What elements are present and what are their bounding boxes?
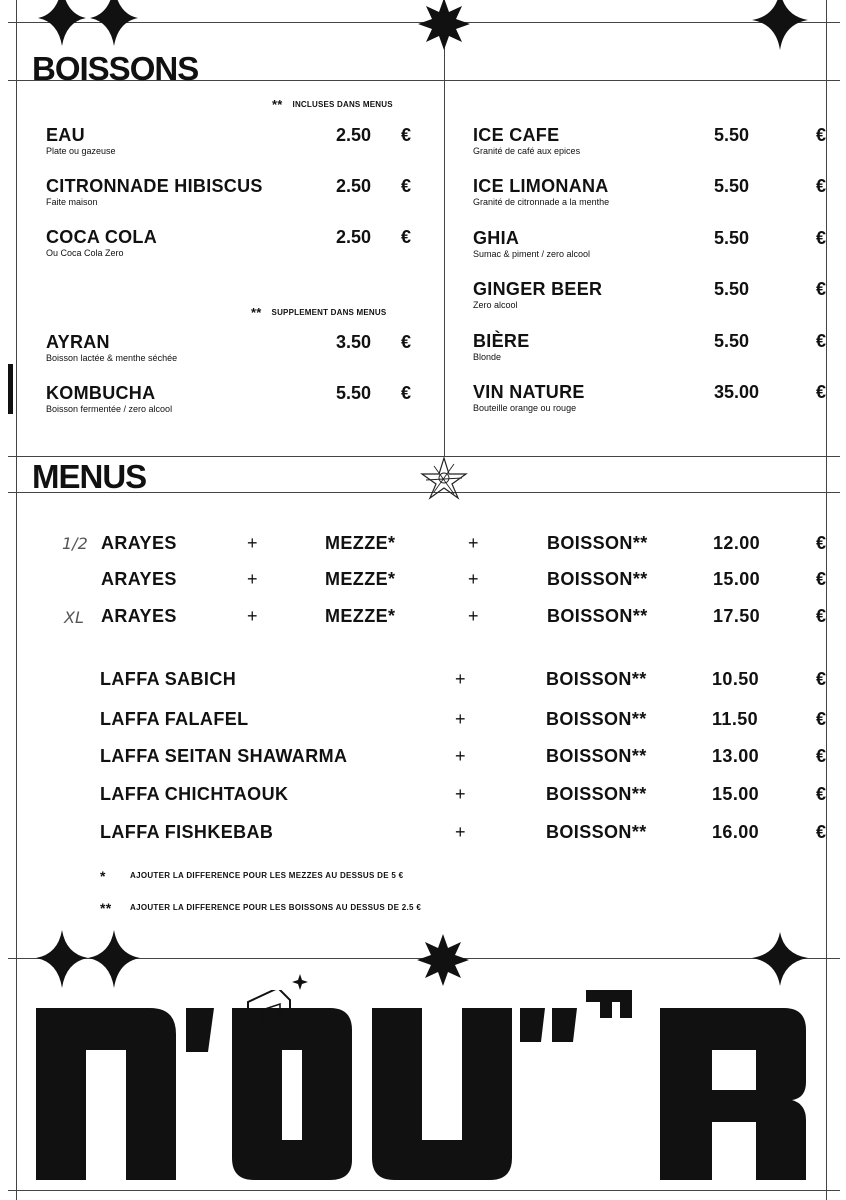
currency: € bbox=[816, 331, 827, 351]
divider-bottom bbox=[8, 1190, 840, 1191]
drink-desc: Ou Coca Cola Zero bbox=[46, 248, 124, 258]
star-icon bbox=[88, 930, 140, 988]
drink-item bbox=[473, 279, 838, 312]
currency: € bbox=[816, 709, 827, 729]
menu-item: LAFFA SEITAN SHAWARMA bbox=[100, 746, 348, 766]
drink-name: EAU bbox=[46, 125, 85, 145]
menu-row bbox=[0, 667, 846, 691]
boissons-title: BOISSONS bbox=[32, 50, 199, 87]
star-icon bbox=[90, 0, 138, 46]
currency: € bbox=[816, 228, 827, 248]
menu-item: LAFFA FALAFEL bbox=[100, 709, 249, 729]
menu-boisson: BOISSON** bbox=[546, 709, 647, 729]
currency: € bbox=[401, 227, 412, 247]
menu-item: LAFFA CHICHTAOUK bbox=[100, 784, 289, 804]
stars-mark: ** bbox=[251, 305, 262, 320]
drink-desc: Faite maison bbox=[46, 197, 98, 207]
plus-sign: + bbox=[455, 822, 466, 842]
currency: € bbox=[816, 125, 827, 145]
menu-boisson: BOISSON** bbox=[547, 606, 648, 626]
drink-price: 3.50 bbox=[336, 332, 372, 352]
drink-item bbox=[46, 176, 426, 209]
drink-price: 2.50 bbox=[336, 227, 372, 247]
plus-sign: + bbox=[455, 709, 466, 729]
drink-price: 5.50 bbox=[714, 176, 750, 196]
currency: € bbox=[816, 279, 827, 299]
drink-name: GHIA bbox=[473, 228, 520, 248]
drink-item bbox=[473, 331, 838, 364]
star-icon bbox=[752, 0, 808, 50]
footnote-mezze bbox=[100, 868, 403, 884]
drink-price: 5.50 bbox=[714, 228, 750, 248]
menu-item: ARAYES bbox=[101, 533, 177, 553]
drink-desc: Granité de citronnade a la menthe bbox=[473, 197, 610, 207]
menu-row bbox=[0, 531, 846, 555]
stars-mark: ** bbox=[100, 900, 112, 916]
menu-boisson: BOISSON** bbox=[547, 533, 648, 553]
footnote-boisson bbox=[100, 900, 421, 916]
drink-item bbox=[473, 382, 838, 415]
drink-desc: Blonde bbox=[473, 352, 502, 362]
drink-item bbox=[473, 125, 838, 158]
menu-row bbox=[0, 707, 846, 731]
brand-logo-graphic bbox=[0, 990, 846, 1190]
drink-price: 5.50 bbox=[336, 383, 372, 403]
menu-price: 11.50 bbox=[712, 709, 759, 729]
menu-boisson: BOISSON** bbox=[547, 569, 648, 589]
drink-price: 5.50 bbox=[714, 125, 750, 145]
star-icon bbox=[752, 932, 808, 986]
drink-item bbox=[46, 332, 426, 365]
menu-price: 15.00 bbox=[713, 569, 761, 589]
scribble-star-icon bbox=[420, 456, 468, 500]
drink-item bbox=[473, 228, 838, 261]
menu-row bbox=[0, 782, 846, 806]
drink-name: ICE LIMONANA bbox=[473, 176, 609, 196]
drink-item bbox=[473, 176, 838, 209]
drink-name: BIÈRE bbox=[473, 331, 530, 351]
burst-icon bbox=[418, 0, 470, 50]
drink-desc: Bouteille orange ou rouge bbox=[473, 403, 577, 413]
drink-name: COCA COLA bbox=[46, 227, 158, 247]
currency: € bbox=[816, 669, 827, 689]
footnote-text: AJOUTER LA DIFFERENCE POUR LES BOISSONS AU DESSUS DE 2.5 € bbox=[130, 903, 422, 912]
menu-row bbox=[0, 604, 846, 628]
plus-sign: + bbox=[455, 784, 466, 804]
menu-boisson: BOISSON** bbox=[546, 784, 647, 804]
menu-row bbox=[0, 820, 846, 844]
currency: € bbox=[816, 382, 827, 402]
drink-name: CITRONNADE HIBISCUS bbox=[46, 176, 263, 196]
drink-price: 2.50 bbox=[336, 176, 372, 196]
plus-sign: + bbox=[455, 669, 466, 689]
drink-name: ICE CAFE bbox=[473, 125, 560, 145]
currency: € bbox=[816, 533, 827, 553]
drink-name: VIN NATURE bbox=[473, 382, 585, 402]
stars-mark: * bbox=[100, 868, 106, 884]
stars-mark: ** bbox=[272, 97, 283, 112]
plus-sign: + bbox=[247, 606, 258, 626]
menu-boisson: BOISSON** bbox=[546, 822, 647, 842]
menu-row bbox=[0, 567, 846, 591]
currency: € bbox=[816, 176, 827, 196]
currency: € bbox=[816, 784, 827, 804]
currency: € bbox=[816, 606, 827, 626]
currency: € bbox=[816, 822, 827, 842]
currency: € bbox=[401, 332, 412, 352]
size-label: XL bbox=[64, 608, 84, 627]
menu-item: ARAYES bbox=[101, 569, 177, 589]
menu-price: 17.50 bbox=[713, 606, 761, 626]
burst-icon bbox=[417, 934, 469, 986]
menu-item: LAFFA SABICH bbox=[100, 669, 237, 689]
drink-price: 5.50 bbox=[714, 279, 750, 299]
drink-desc: Boisson lactée & menthe séchée bbox=[46, 353, 178, 363]
drink-desc: Zero alcool bbox=[473, 300, 518, 310]
menu-price: 15.00 bbox=[712, 784, 760, 804]
drink-price: 35.00 bbox=[714, 382, 760, 402]
menu-mezze: MEZZE* bbox=[325, 533, 396, 553]
drink-name: KOMBUCHA bbox=[46, 383, 156, 403]
currency: € bbox=[401, 176, 412, 196]
small-star-icon bbox=[292, 974, 308, 990]
menu-item: ARAYES bbox=[101, 606, 177, 626]
star-icon bbox=[38, 0, 86, 46]
menu-price: 12.00 bbox=[713, 533, 761, 553]
drink-desc: Granité de café aux epices bbox=[473, 146, 581, 156]
currency: € bbox=[401, 125, 412, 145]
drink-item bbox=[46, 227, 426, 260]
menu-row bbox=[0, 744, 846, 768]
drink-price: 2.50 bbox=[336, 125, 372, 145]
plus-sign: + bbox=[468, 606, 479, 626]
menu-price: 13.00 bbox=[712, 746, 760, 766]
drink-desc: Sumac & piment / zero alcool bbox=[473, 249, 591, 259]
left-bar bbox=[8, 364, 13, 414]
menu-boisson: BOISSON** bbox=[546, 746, 647, 766]
drink-desc: Plate ou gazeuse bbox=[46, 146, 116, 156]
plus-sign: + bbox=[247, 533, 258, 553]
menu-price: 10.50 bbox=[712, 669, 760, 689]
currency: € bbox=[816, 569, 827, 589]
note-supplement-text: SUPPLEMENT DANS MENUS bbox=[271, 308, 387, 317]
drink-name: AYRAN bbox=[46, 332, 110, 352]
drink-price: 5.50 bbox=[714, 331, 750, 351]
menu-mezze: MEZZE* bbox=[325, 569, 396, 589]
plus-sign: + bbox=[468, 569, 479, 589]
drink-desc: Boisson fermentée / zero alcool bbox=[46, 404, 173, 414]
menu-mezze: MEZZE* bbox=[325, 606, 396, 626]
note-included bbox=[272, 97, 393, 112]
plus-sign: + bbox=[247, 569, 258, 589]
currency: € bbox=[816, 746, 827, 766]
menu-price: 16.00 bbox=[712, 822, 760, 842]
plus-sign: + bbox=[455, 746, 466, 766]
footnote-text: AJOUTER LA DIFFERENCE POUR LES MEZZES AU DESSUS DE 5 € bbox=[130, 871, 404, 880]
size-label: 1/2 bbox=[62, 534, 88, 553]
star-icon bbox=[36, 930, 88, 988]
menu-item: LAFFA FISHKEBAB bbox=[100, 822, 274, 842]
plus-sign: + bbox=[468, 533, 479, 553]
sparkle-decoration-bottom bbox=[0, 920, 846, 1000]
menu-boisson: BOISSON** bbox=[546, 669, 647, 689]
note-included-text: INCLUSES DANS MENUS bbox=[292, 100, 393, 109]
divider-center bbox=[444, 0, 445, 456]
menus-title: MENUS bbox=[32, 458, 147, 495]
currency: € bbox=[401, 383, 412, 403]
drink-item bbox=[46, 383, 426, 416]
drink-name: GINGER BEER bbox=[473, 279, 603, 299]
drink-item bbox=[46, 125, 426, 158]
note-supplement bbox=[251, 305, 386, 320]
